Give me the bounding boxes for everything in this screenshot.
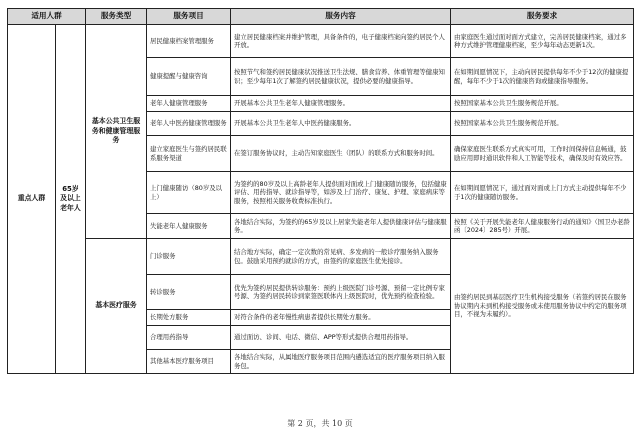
service-requirement-cell: 在如期间愿情况下，通过面对面或上门方式主动提供每年不少于1次的健康随访服务。	[451, 172, 634, 214]
population-cell: 重点人群	[8, 25, 56, 374]
service-content-cell: 各地结合实际，从属地医疗服务项目范围内遴选适宜的医疗服务项目纳入服务包。	[231, 350, 451, 374]
service-content-cell: 各地结合实际，为签约的65岁及以上居家失能老年人提供健康评估与健康服务。	[231, 214, 451, 239]
type-basic-medical: 基本医疗服务	[86, 239, 147, 374]
header-population: 适用人群	[8, 9, 86, 25]
header-service-requirement: 服务要求	[451, 9, 634, 25]
service-requirement-cell: 按照国家基本公共卫生服务规范开展。	[451, 112, 634, 136]
service-item-cell: 健康提醒与健康咨询	[147, 58, 231, 96]
service-item-cell: 上门健康随访（80岁及以上）	[147, 172, 231, 214]
service-item-cell: 老年人健康管理服务	[147, 96, 231, 112]
service-content-cell: 结合地方实际，确定一定次数的常见病、多发病的一般诊疗服务纳入服务包。鼓励采用预约就诊的方式，由签约的家庭医生优先接诊。	[231, 239, 451, 275]
header-service-content: 服务内容	[231, 9, 451, 25]
service-item-cell: 建立家庭医生与签约居民联系服务渠道	[147, 136, 231, 172]
service-item-cell: 其他基本医疗服务项目	[147, 350, 231, 374]
header-service-item: 服务项目	[147, 9, 231, 25]
medical-requirement-cell: 由签约居民到基层医疗卫生机构接受服务（若签约居民在服务协议期内未到机构接受服务或未使用服务协议中约定的服务项目，不视为未履约）。	[451, 239, 634, 374]
service-item-cell: 合理用药指导	[147, 326, 231, 350]
table-row	[8, 25, 634, 58]
service-item-cell: 转诊服务	[147, 275, 231, 310]
service-item-cell: 居民健康档案管理服务	[147, 25, 231, 58]
service-content-cell: 开展基本公共卫生老年人健康管理服务。	[231, 96, 451, 112]
service-content-cell: 在签订服务协议时，主动告知家庭医生（团队）的联系方式和服务时间。	[231, 136, 451, 172]
type-public-health: 基本公共卫生服务和健康管理服务	[86, 25, 147, 239]
service-requirement-cell: 按照《关于开展失能老年人健康服务行动的通知》（国卫办老龄函〔2024〕285号）开展。	[451, 214, 634, 239]
table-header-row	[8, 9, 634, 25]
service-content-cell: 开展基本公共卫生老年人中医药健康服务。	[231, 112, 451, 136]
service-item-cell: 失能老年人健康服务	[147, 214, 231, 239]
page-number: 第 2 页，共 10 页	[287, 419, 353, 428]
header-service-type: 服务类型	[86, 9, 147, 25]
age-group-cell: 65岁及以上老年人	[56, 25, 86, 374]
service-item-cell: 长期处方服务	[147, 310, 231, 326]
service-item-cell: 门诊服务	[147, 239, 231, 275]
service-requirement-cell: 由家庭医生通过面对面方式建立，完善居民健康档案，通过多种方式维护管理健康档案，至少每年动态更新1次。	[451, 25, 634, 58]
service-content-cell: 对符合条件的老年慢性病患者提供长期处方服务。	[231, 310, 451, 326]
service-content-cell: 通过面访、诊间、电话、微信、APP等形式提供合理用药指导。	[231, 326, 451, 350]
service-requirement-cell: 确保家庭医生联系方式真实可用，工作时间保持信息畅通，鼓励应用即时通讯软件和人工智能等技术，确保及时有效应答。	[451, 136, 634, 172]
table-row	[8, 239, 634, 275]
service-content-cell: 按照节气和签约居民健康状况推送卫生法规、膳食营养、体重管理等健康知识；至少每年1次了解签约居民健康状况，提供必要的健康指导。	[231, 58, 451, 96]
service-content-cell: 建立居民健康档案并维护管理，具备条件的，电子健康档案向签约居民个人开放。	[231, 25, 451, 58]
service-requirement-cell: 在如期间愿情况下，主动向居民提供每年不少于12次的健康提醒，每年不少于1次的健康咨询或健康指导服务。	[451, 58, 634, 96]
service-table	[7, 8, 634, 374]
service-content-cell: 优先为签约居民提供转诊服务：预约上级医院门诊号源、预留一定比例专家号源、为签约居民转诊到家签医联体内上级医院时，优先预约检查检验。	[231, 275, 451, 310]
service-content-cell: 为签约的80岁及以上高龄老年人提供面对面或上门健康随访服务，包括健康评估、用药指导、就诊指导等，如涉及上门治疗、康复、护理、家庭病床等服务，按照相关服务收费标准执行。	[231, 172, 451, 214]
service-requirement-cell: 按照国家基本公共卫生服务规范开展。	[451, 96, 634, 112]
service-item-cell: 老年人中医药健康管理服务	[147, 112, 231, 136]
